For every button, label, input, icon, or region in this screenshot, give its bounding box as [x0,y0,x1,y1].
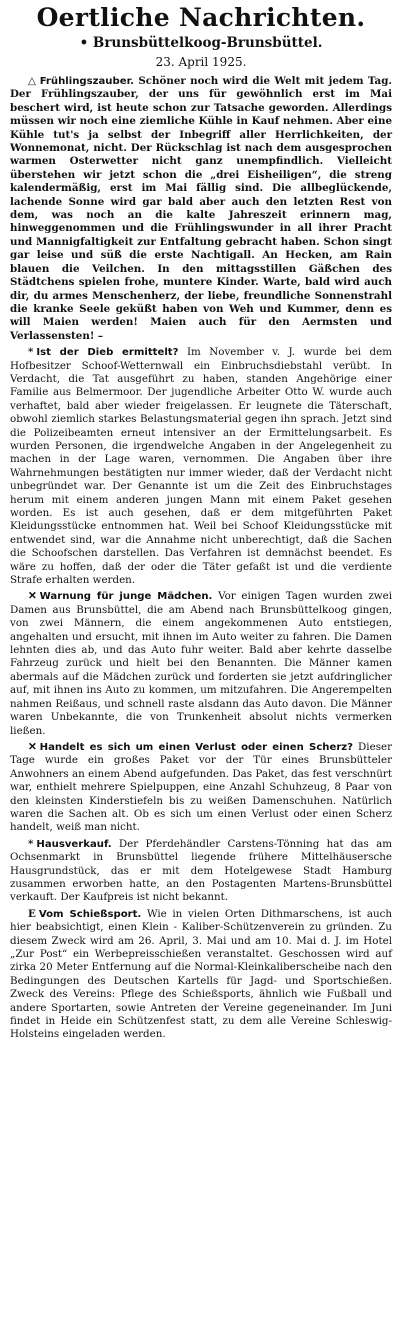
article-headline: Frühlingszauber. [39,76,134,87]
cross-marker-icon: ✕ [28,590,37,603]
article-hausverkauf [10,838,392,905]
article-paragraph [10,741,392,835]
article-body: Im November v. J. wurde bei dem Hofbesitzer Schoof-Wetternwall ein Einbruchsdiebstahl verübt. In Verdacht, die Tat ausgeführt zu haben, standen Angehörige einer Familie aus Belmermoor. Der jugendliche Arbeiter Otto W. wurde auch verhaftet, bald aber wieder freigelassen. Er leugnete die Täterschaft, obwohl ziemlich starkes Belastungsmaterial gegen ihn sprach. Jetzt sind die Polizeibeamten erneut intensiver an der Ermittelungsarbeit. Es wurden Personen, die irgendwelche Angaben in der Angelegenheit zu machen in der Lage waren, vernommen. Die Angaben über ihre Wahrnehmungen bestätigten nur immer wieder, daß der Verdacht nicht unbegründet war. Der Genannte ist um die Zeit des Einbruchstages herum mit einem anderen jungen Mann mit einem Paket gesehen worden. Es ist auch gesehen, daß er dem mitgeführten Paket Kleidungsstücke entnommen hat. Weil bei Schoof Kleidungsstücke mit entwendet sind, war die Annahme nicht unberechtigt, daß die Sachen die Schoofschen darstellen. Das Verfahren ist demnächst beendet. Es wäre zu hoffen, daß der oder die Täter gefaßt ist und die verdiente Strafe erhalten werden. [10,346,392,587]
section-subtitle: • Brunsbüttelkoog-Brunsbüttel. [79,35,323,51]
article-schiesssport [10,908,392,1042]
article-headline: Hausverkauf. [36,838,112,850]
article-fruehlingszauber [10,75,392,343]
article-headline: Ist der Dieb ermittelt? [36,347,179,359]
article-body: Wie in vielen Orten Dithmarschens, ist auch hier beabsichtigt, einen Klein - Kaliber-Schützenverein zu gründen. Zu diesem Zweck wird am 26. April, 3. Mai und am 10. Mai d. J. im Hotel „Zur Post“ ein Werbepreisschießen veranstaltet. Geschossen wird auf zirka 20 Meter Entfernung auf die Normal-Kleinkaliberscheibe nach den Bedingungen des Deutschen Kartells für Jagd- und Sportschießen. Zweck des Vereins: Pflege des Schießsports, ähnlich wie Fußball und andere Sportarten, sowie Antreten der Vereine gegeneinander. Im Juni findet in Heide ein Schützenfest statt, zu dem alle Vereine Schleswig-Holsteins eingeladen werden. [10,907,392,1041]
article-verlust [10,741,392,835]
article-body: Schöner noch wird die Welt mit jedem Tag. Der Frühlingszauber, der uns für gewöhnlich erst im Mai beschert wird, ist heute schon zur Tatsache geworden. Allerdings müssen wir noch eine ziemliche Kühle in Kauf nehmen. Aber eine Kühle tut's ja selbst der Inbegriff aller Herrlichkeiten, der Wonnemonat, nicht. Der Rückschlag ist nach dem ausgesprochen warmen Osterwetter nicht ganz unempfindlich. Vielleicht überstehen wir jetzt schon die „drei Eisheiligen“, die streng kalendermäßig, erst im Mai fällig sind. Die allbeglückende, lachende Sonne wird gar bald aber auch den letzten Rest von dem, was noch an die kalte Jahreszeit erinnern mag, hinweggenommen und die Frühlingswunder in all ihrer Pracht und Mannigfaltigkeit zur Entfaltung gebracht haben. Schon singt gar leise und süß die erste Nachtigall. An Hecken, am Rain blauen die Veilchen. In den mittagsstillen Gäßchen des Städtchens spielen frohe, muntere Kinder. Warte, bald wird auch dir, du armes Menschenherz, der liebe, freundliche Sonnenstrahl die kranke Seele geküßt haben von Weh und Kummer, denn es will Maien werden! Maien auch für den Aermsten und Verlassensten! – [10,75,392,342]
letter-e-marker-icon: E [28,907,36,920]
section-title: Oertliche Nachrichten. [36,3,366,32]
dateline: 23. April 1925. [155,55,247,69]
asterisk-marker-icon: * [28,837,34,850]
article-warnung [10,590,392,737]
article-paragraph [10,838,392,905]
article-headline: Warnung für junge Mädchen. [39,591,213,603]
article-body: Vor einigen Tagen wurden zwei Damen aus Brunsbüttel, die am Abend nach Brunsbüttelkoog gingen, von zwei Männern, die einem angekommenen Auto entstiegen, angehalten und ersucht, mit ihnen im Auto weiter zu fahren. Die Damen lehnten dies ab, und das Auto fuhr weiter. Bald aber kehrte dasselbe Fahrzeug zurück und hielt bei den Benannten. Die Männer kamen abermals auf die Mädchen zurück und forderten sie jetzt aufdringlicher auf, mit ihnen ins Auto zu kommen, um mitzufahren. Die Angerempelten nahmen Reißaus, und schnell raste alsdann das Auto davon. Die Männer waren Unbekannte, die von Trunkenheit absolut nichts vermerken ließen. [10,590,392,737]
article-body: Der Pferdehändler Carstens-Tönning hat das am Ochsenmarkt in Brunsbüttel liegende frühere Mittelhäusersche Hausgrundstück, das er mit dem Hotelgewese Stadt Hamburg zusammen erworben hatte, an den Postagenten Martens-Brunsbüttel verkauft. Der Kaufpreis ist nicht bekannt. [10,837,392,904]
asterisk-marker-icon: * [28,346,34,359]
article-paragraph [10,346,392,587]
article-dieb [10,346,392,587]
triangle-marker-icon: △ [28,75,37,87]
masthead [10,4,392,71]
article-paragraph [10,590,392,737]
article-headline: Vom Schießsport. [38,908,142,920]
article-body: Dieser Tage wurde ein großes Paket vor der Tür eines Brunsbütteler Anwohners an einem Abend aufgefunden. Das Paket, das fest verschnürt war, enthielt mehrere Spielpuppen, eine Anzahl Schuhzeug, 8 Paar von den kleinsten Kinderstiefeln bis zu weißen Damenschuhen. Natürlich waren die Sachen alt. Ob es sich um einen Verlust oder einen Scherz handelt, weiß man nicht. [10,740,392,834]
cross-marker-icon: ✕ [28,740,37,753]
article-paragraph [10,75,392,343]
article-headline: Handelt es sich um einen Verlust oder einen Scherz? [39,741,354,753]
article-paragraph [10,908,392,1042]
